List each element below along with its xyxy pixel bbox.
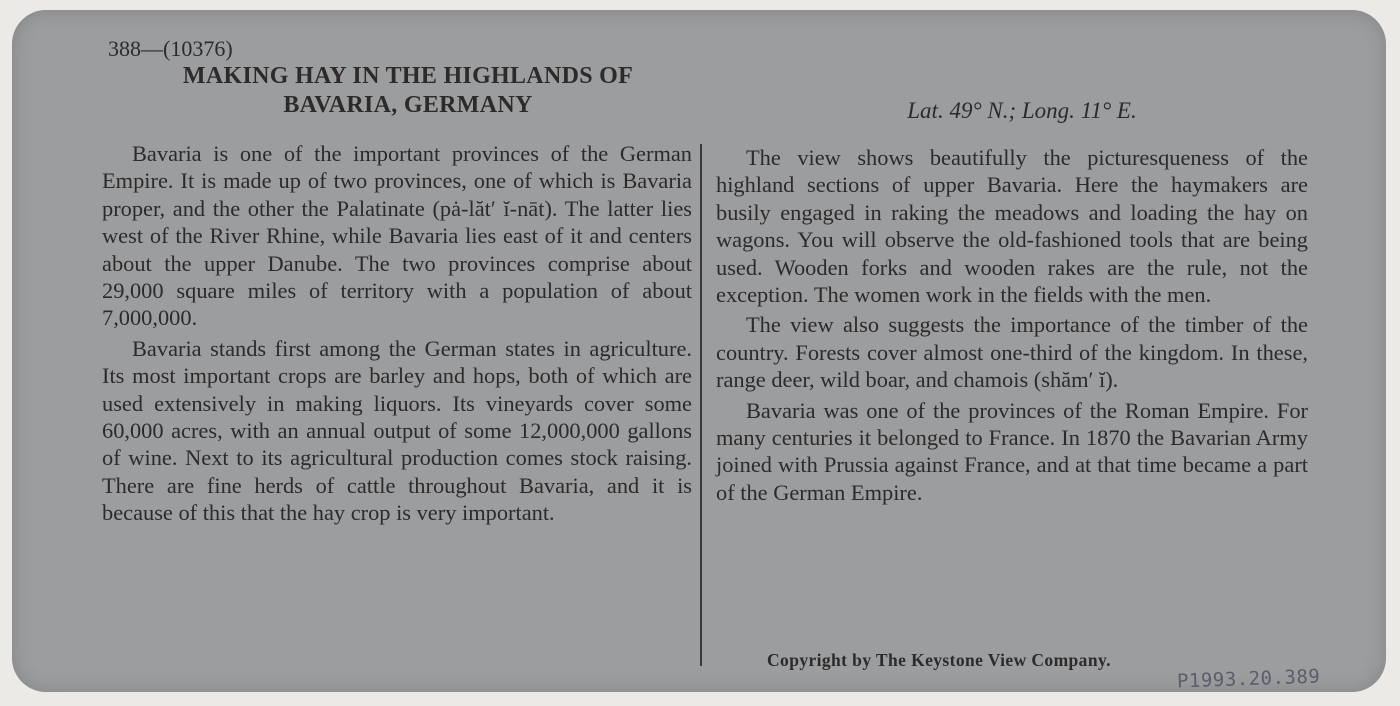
paragraph: Bavaria stands first among the German states in agriculture. Its most important crops are barley and hops, both of which are used extensively in making liquors. Its vineyards cover some 60,000 acres, with an annual output of some 12,000,000 gallons of wine. Next to its agricultural production comes stock raising. There are fine herds of cattle throughout Bavaria, and it is because of this that the hay crop is very important. — [102, 335, 692, 526]
stereoview-card-back — [12, 10, 1386, 692]
page-title — [108, 62, 708, 120]
right-column — [716, 144, 1308, 509]
column-divider — [700, 144, 702, 666]
serial-number: 388—(10376) — [108, 36, 233, 61]
copyright-notice: Copyright by The Keystone View Company. — [767, 650, 1111, 670]
paragraph: The view shows beautifully the picturesqueness of the highland sections of upper Bavaria. Here the haymakers are busily engaged in raking the meadows and loading the hay on wagons. You will observe the old-fashioned tools that are being used. Wooden forks and wooden rakes are the rule, not the exception. The women work in the fields with the men. — [716, 145, 1308, 308]
coordinates: Lat. 49° N.; Long. 11° E. — [907, 98, 1137, 123]
catalog-number: P1993.20.389 — [1176, 665, 1321, 693]
paragraph: The view also suggests the importance of the timber of the country. Forests cover almost one-third of the kingdom. In these, range deer, wild boar, and chamois (shăm′ ĭ). — [716, 312, 1308, 393]
title-line-2: BAVARIA, GERMANY — [283, 92, 533, 118]
left-column — [102, 140, 692, 530]
title-line-1: MAKING HAY IN THE HIGHLANDS OF — [182, 63, 634, 89]
paragraph: Bavaria is one of the important provinces of the German Empire. It is made up of two provinces, one of which is Bavaria proper, and the other the Palatinate (pȧ-lăt′ ĭ-nāt). The latter lies west of the River Rhine, while Bavaria lies east of it and centers about the upper Danube. The two provinces comprise about 29,000 square miles of territory with a population of about 7,000,000. — [102, 141, 692, 331]
paragraph: Bavaria was one of the provinces of the Roman Empire. For many centuries it belonged to France. In 1870 the Bavarian Army joined with Prussia against France, and at that time became a part of the German Empire. — [716, 397, 1308, 505]
